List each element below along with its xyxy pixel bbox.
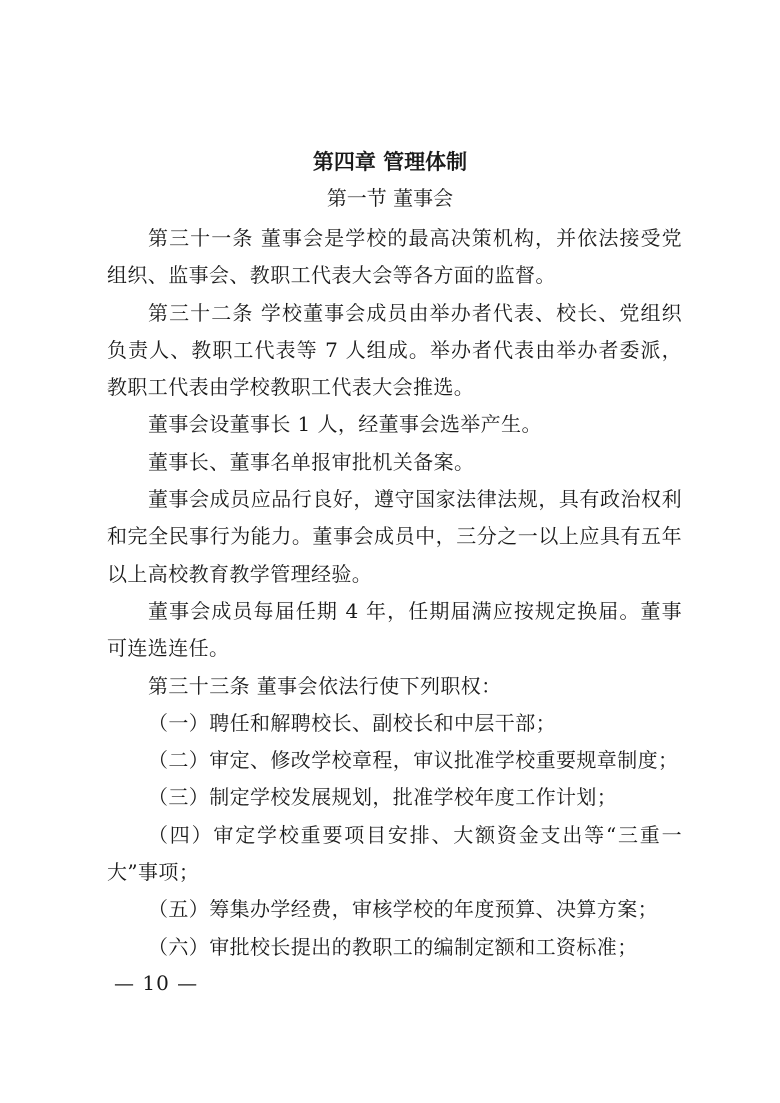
list-item-5: （五）筹集办学经费，审核学校的年度预算、决算方案； — [148, 897, 658, 922]
document-body — [107, 220, 682, 966]
paragraph-filing: 董事长、董事名单报审批机关备案。 — [148, 449, 475, 474]
paragraph-qualifications: 董事会成员应品行良好，遵守国家法律法规，具有政治权利和完全民事行为能力。董事会成员中，三分之一以上应具有五年以上高校教育教学管理经验。 — [107, 487, 682, 586]
list-item-4: （四）审定学校重要项目安排、大额资金支出等“三重一大”事项； — [107, 822, 682, 885]
paragraph-chairman: 董事会设董事长 1 人，经董事会选举产生。 — [148, 412, 542, 437]
list-item-1: （一）聘任和解聘校长、副校长和中层干部； — [148, 710, 556, 735]
list-item-3: （三）制定学校发展规划，批准学校年度工作计划； — [148, 785, 618, 810]
paragraph-article-33: 第三十三条 董事会依法行使下列职权： — [148, 673, 502, 698]
page-number: — 10 — — [114, 971, 199, 995]
chapter-title: 第四章 管理体制 — [312, 150, 468, 174]
section-title: 第一节 董事会 — [326, 186, 454, 210]
list-item-6: （六）审批校长提出的教职工的编制定额和工资标准； — [148, 934, 638, 959]
paragraph-article-31: 第三十一条 董事会是学校的最高决策机构，并依法接受党组织、监事会、教职工代表大会等各方面的监督。 — [107, 226, 682, 288]
list-item-2: （二）审定、修改学校章程，审议批准学校重要规章制度； — [148, 748, 679, 773]
paragraph-article-32: 第三十二条 学校董事会成员由举办者代表、校长、党组织负责人、教职工代表等 7 人组成。举办者代表由举办者委派，教职工代表由学校教职工代表大会推选。 — [107, 300, 682, 400]
paragraph-term: 董事会成员每届任期 4 年，任期届满应按规定换届。董事可连选连任。 — [107, 598, 682, 661]
